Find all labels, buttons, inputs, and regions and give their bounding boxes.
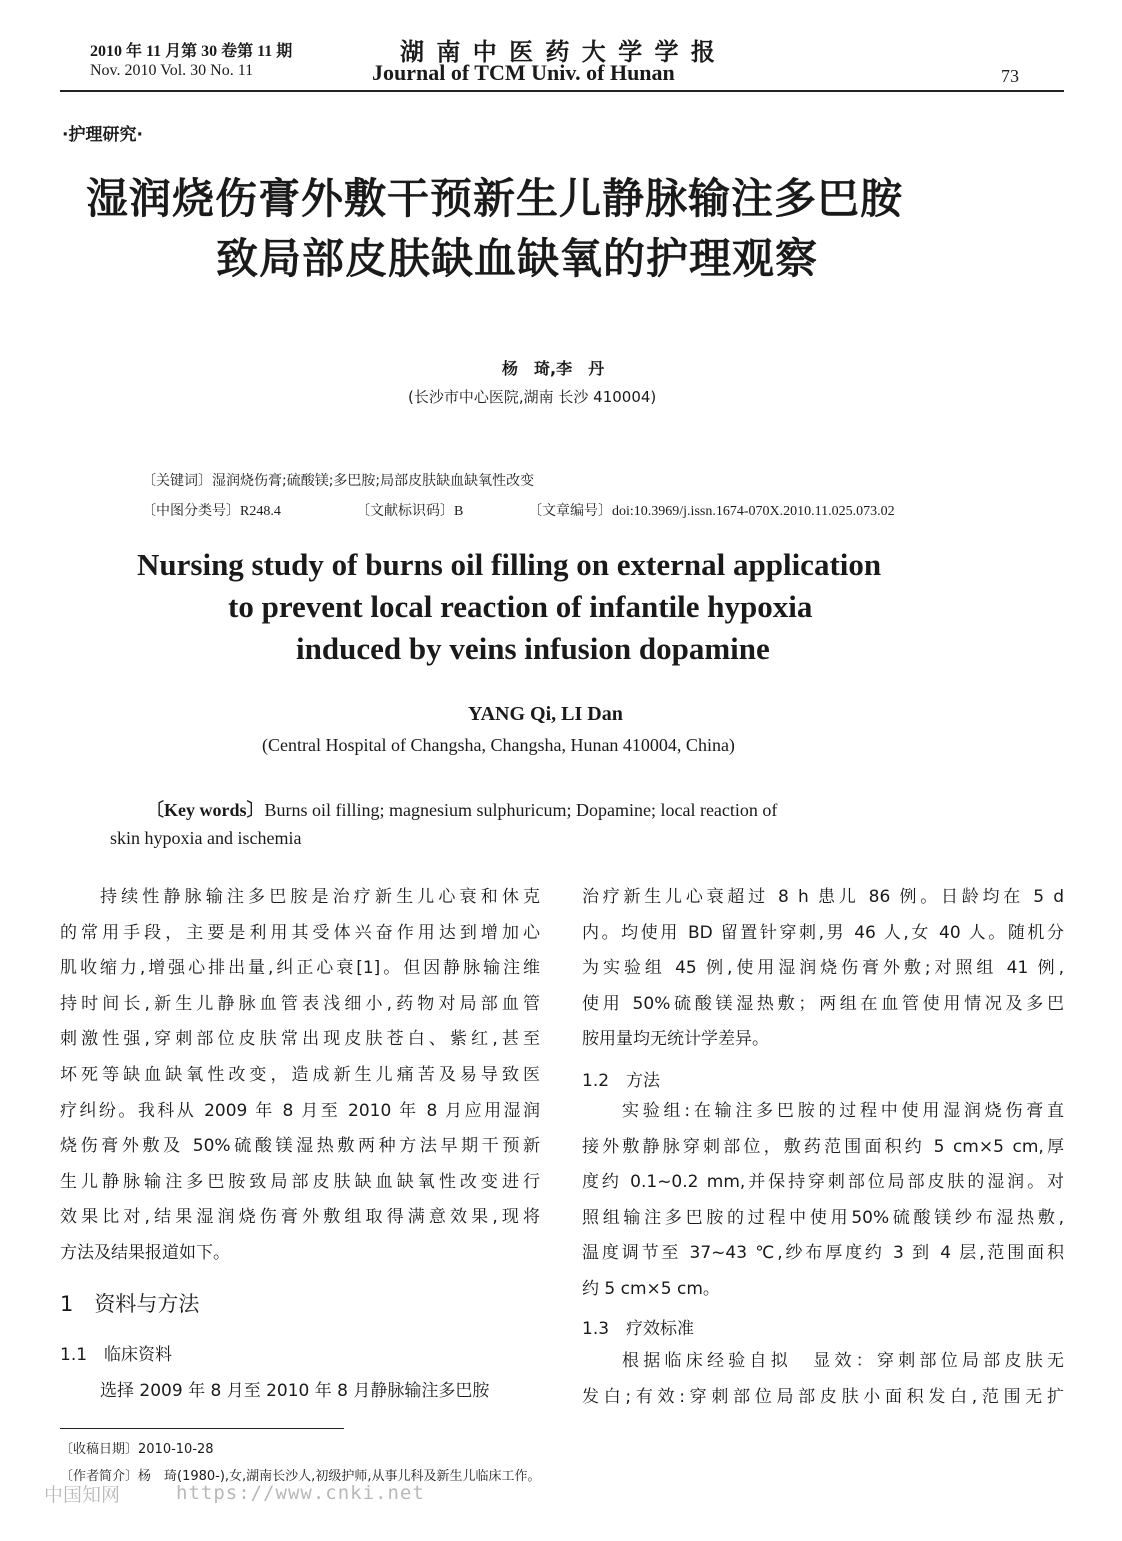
intro-line: 肌收缩力,增强心排出量,纠正心衰[1]。但因静脉输注维 bbox=[60, 958, 540, 979]
issue-info-en: Nov. 2010 Vol. 30 No. 11 bbox=[90, 62, 254, 79]
section-1-2-heading: 1.2 方法 bbox=[582, 1071, 661, 1091]
keywords-en-line-2: skin hypoxia and ischemia bbox=[110, 828, 302, 848]
section-1-1-heading: 1.1 临床资料 bbox=[60, 1345, 173, 1365]
keywords-en-text: Burns oil filling; magnesium sulphuricum; Dopamine; local reaction of bbox=[264, 800, 778, 820]
article-id: 〔文章编号〕doi:10.3969/j.issn.1674-070X.2010.11.025.073.02 bbox=[528, 504, 895, 519]
keywords-cn: 〔关键词〕湿润烧伤膏;硫酸镁;多巴胺;局部皮肤缺血缺氧性改变 bbox=[142, 473, 535, 489]
author-introduction: 〔作者简介〕杨 琦(1980-),女,湖南长沙人,初级护师,从事儿科及新生儿临床工作。 bbox=[60, 1469, 541, 1484]
patients-line: 使用 50%硫酸镁湿热敷；两组在血管使用情况及多巴 bbox=[582, 993, 1064, 1014]
chinese-title-line-2: 致局部皮肤缺血缺氧的护理观察 bbox=[216, 234, 819, 283]
method-line: 实验组:在输注多巴胺的过程中使用湿润烧伤膏直 bbox=[622, 1101, 1064, 1121]
criteria-line: 发白;有效:穿刺部位局部皮肤小面积发白,范围无扩 bbox=[582, 1386, 1064, 1407]
english-title-line-3: induced by veins infusion dopamine bbox=[296, 631, 770, 666]
keywords-en-label: 〔Key words〕 bbox=[146, 800, 265, 820]
method-line: 接外敷静脉穿刺部位，敷药范围面积约 5 cm×5 cm,厚 bbox=[582, 1136, 1064, 1157]
chinese-title-line-1: 湿润烧伤膏外敷干预新生儿静脉输注多巴胺 bbox=[86, 174, 904, 223]
intro-line: 生儿静脉输注多巴胺致局部皮肤缺血缺氧性改变进行 bbox=[60, 1171, 540, 1192]
affiliation-en: (Central Hospital of Changsha, Changsha, Hunan 410004, China) bbox=[262, 735, 735, 755]
section-1-heading: 1 资料与方法 bbox=[60, 1292, 200, 1316]
intro-line: 持续性静脉输注多巴胺是治疗新生儿心衰和休克 bbox=[100, 887, 540, 907]
intro-line: 刺激性强,穿刺部位皮肤常出现皮肤苍白、紫红,甚至 bbox=[60, 1029, 540, 1050]
patients-paragraph bbox=[582, 880, 1064, 1058]
intro-line: 持时间长,新生儿静脉血管表浅细小,药物对局部血管 bbox=[60, 993, 540, 1014]
authors-cn: 杨 琦,李 丹 bbox=[502, 359, 605, 378]
affiliation-cn: (长沙市中心医院,湖南 长沙 410004) bbox=[408, 388, 657, 406]
footnote-rule bbox=[60, 1428, 344, 1429]
clc-number: 〔中图分类号〕R248.4 bbox=[142, 504, 281, 519]
keywords-en-line-1 bbox=[146, 796, 777, 822]
authors-en: YANG Qi, LI Dan bbox=[468, 703, 623, 725]
section-1-1-first-line: 选择 2009 年 8 月至 2010 年 8 月静脉输注多巴胺 bbox=[100, 1381, 490, 1401]
intro-line: 的常用手段，主要是利用其受体兴奋作用达到增加心 bbox=[60, 922, 540, 943]
cnki-watermark-cn: 中国知网 bbox=[44, 1484, 121, 1506]
intro-line: 疗纠纷。我科从 2009 年 8 月至 2010 年 8 月应用湿润 bbox=[60, 1100, 540, 1121]
page-number: 73 bbox=[1001, 66, 1019, 86]
english-title-line-2: to prevent local reaction of infantile hypoxia bbox=[228, 589, 813, 624]
patients-line: 胺用量均无统计学差异。 bbox=[582, 1029, 769, 1050]
issue-info-cn: 2010 年 11 月第 30 卷第 11 期 bbox=[90, 43, 293, 60]
patients-line: 治疗新生儿心衰超过 8 h 患儿 86 例。日龄均在 5 d bbox=[582, 887, 1064, 907]
cnki-watermark-url: https://www.cnki.net bbox=[176, 1482, 425, 1504]
criteria-line: 根据临床经验自拟 显效：穿刺部位局部皮肤无 bbox=[622, 1351, 1064, 1371]
journal-title-cn: 湖 南 中 医 药 大 学 学 报 bbox=[400, 38, 717, 66]
patients-line: 内。均使用 BD 留置针穿刺,男 46 人,女 40 人。随机分 bbox=[582, 922, 1064, 943]
section-1-3-heading: 1.3 疗效标准 bbox=[582, 1319, 695, 1339]
document-code: 〔文献标识码〕B bbox=[356, 504, 464, 519]
journal-title-en: Journal of TCM Univ. of Hunan bbox=[372, 60, 675, 85]
method-line: 照组输注多巴胺的过程中使用50%硫酸镁纱布湿热敷, bbox=[582, 1207, 1064, 1228]
method-line: 度约 0.1~0.2 mm,并保持穿刺部位局部皮肤的湿润。对 bbox=[582, 1172, 1064, 1193]
intro-line: 烧伤膏外敷及 50%硫酸镁湿热敷两种方法早期干预新 bbox=[60, 1136, 540, 1157]
method-line: 温度调节至 37~43 ℃,纱布厚度约 3 到 4 层,范围面积 bbox=[582, 1243, 1064, 1264]
intro-line: 效果比对,结果湿润烧伤膏外敷组取得满意效果,现将 bbox=[60, 1207, 540, 1228]
method-line: 约 5 cm×5 cm。 bbox=[582, 1278, 720, 1299]
criteria-paragraph bbox=[582, 1344, 1064, 1415]
header-rule bbox=[60, 90, 1064, 92]
english-title-line-1: Nursing study of burns oil filling on external application bbox=[137, 547, 882, 582]
section-tag: ·护理研究· bbox=[62, 125, 143, 145]
intro-line: 坏死等缺血缺氧性改变，造成新生儿痛苦及易导致医 bbox=[60, 1064, 540, 1085]
received-date: 〔收稿日期〕2010-10-28 bbox=[60, 1442, 214, 1457]
intro-line: 方法及结果报道如下。 bbox=[60, 1242, 230, 1263]
method-paragraph bbox=[582, 1094, 1064, 1308]
intro-paragraph bbox=[60, 880, 540, 1272]
patients-line: 为实验组 45 例,使用湿润烧伤膏外敷;对照组 41 例, bbox=[582, 958, 1064, 979]
